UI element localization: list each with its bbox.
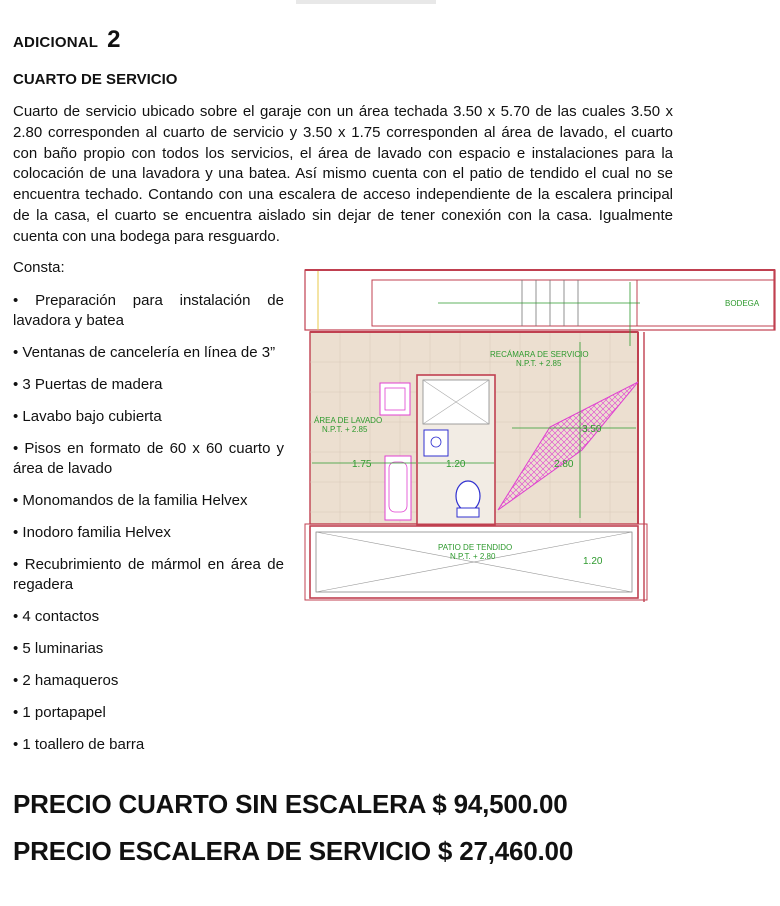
intro-paragraph: Cuarto de servicio ubicado sobre el garaje con un área techada 3.50 x 5.70 de las cuales 3.50 x 2.80 corresponden al cuarto de servicio y 3.50 x 1.75 corresponden al área de lavado, el cuarto con baño propio con todos los servicios, el área de lavado con espacio e instalaciones para la colocación de una lavadora y una batea. Así mismo cuenta con el patio de tendido el cual no se encuentra techado. Contando con una escalera de acceso independiente de la escalera principal de la casa, el cuarto se encuentra aislado sin dejar de tener conexión con la casa. Igualmente cuenta con una bodega para resguardo. [13,103,673,245]
dimension-280: 2.80 [554,459,574,470]
section-subtitle: CUARTO DE SERVICIO [13,71,178,88]
feature-item: • 5 luminarias [13,640,104,657]
toilet-icon [456,481,480,511]
feature-item: • Pisos en formato de 60 x 60 cuarto y área de lavado [13,440,284,477]
feature-item: • Lavabo bajo cubierta [13,408,162,425]
heading-label: ADICIONAL [13,34,99,51]
bodega-area [305,270,775,330]
patio-level: N.P.T. + 2.80 [450,552,496,561]
feature-item: • Recubrimiento de mármol en área de regadera [13,556,284,593]
dimension-175: 1.75 [352,459,372,470]
consta-label: Consta: [13,259,65,276]
lavado-label: ÁREA DE LAVADO [314,416,383,425]
feature-item: • 2 hamaqueros [13,672,119,689]
recamara-level: N.P.T. + 2.85 [516,359,562,368]
feature-item: • Inodoro familia Helvex [13,524,171,541]
patio-label: PATIO DE TENDIDO [438,543,513,552]
features-list [13,291,284,767]
dimension-120-patio: 1.20 [583,556,603,567]
price-room: PRECIO CUARTO SIN ESCALERA $ 94,500.00 [13,789,568,819]
feature-item: • Monomandos de la familia Helvex [13,492,248,509]
bodega-label: BODEGA [725,299,760,308]
feature-item: • 4 contactos [13,608,100,625]
sink-icon [424,430,448,456]
dimension-120-bath: 1.20 [446,459,466,470]
top-edge-mark [296,0,436,4]
dimension-350: 3.50 [582,424,602,435]
recamara-label: RECÁMARA DE SERVICIO [490,350,589,359]
feature-item: • 1 portapapel [13,704,106,721]
section-heading [13,26,121,54]
price-stairs: PRECIO ESCALERA DE SERVICIO $ 27,460.00 [13,836,574,866]
heading-number: 2 [107,26,121,53]
feature-item: • Ventanas de cancelería en línea de 3” [13,344,276,361]
lavado-level: N.P.T. + 2.85 [322,425,368,434]
feature-item: • 3 Puertas de madera [13,376,163,393]
feature-item: • 1 toallero de barra [13,736,145,753]
feature-item: • Preparación para instalación de lavadora y batea [13,292,284,329]
floor-plan [300,262,780,607]
